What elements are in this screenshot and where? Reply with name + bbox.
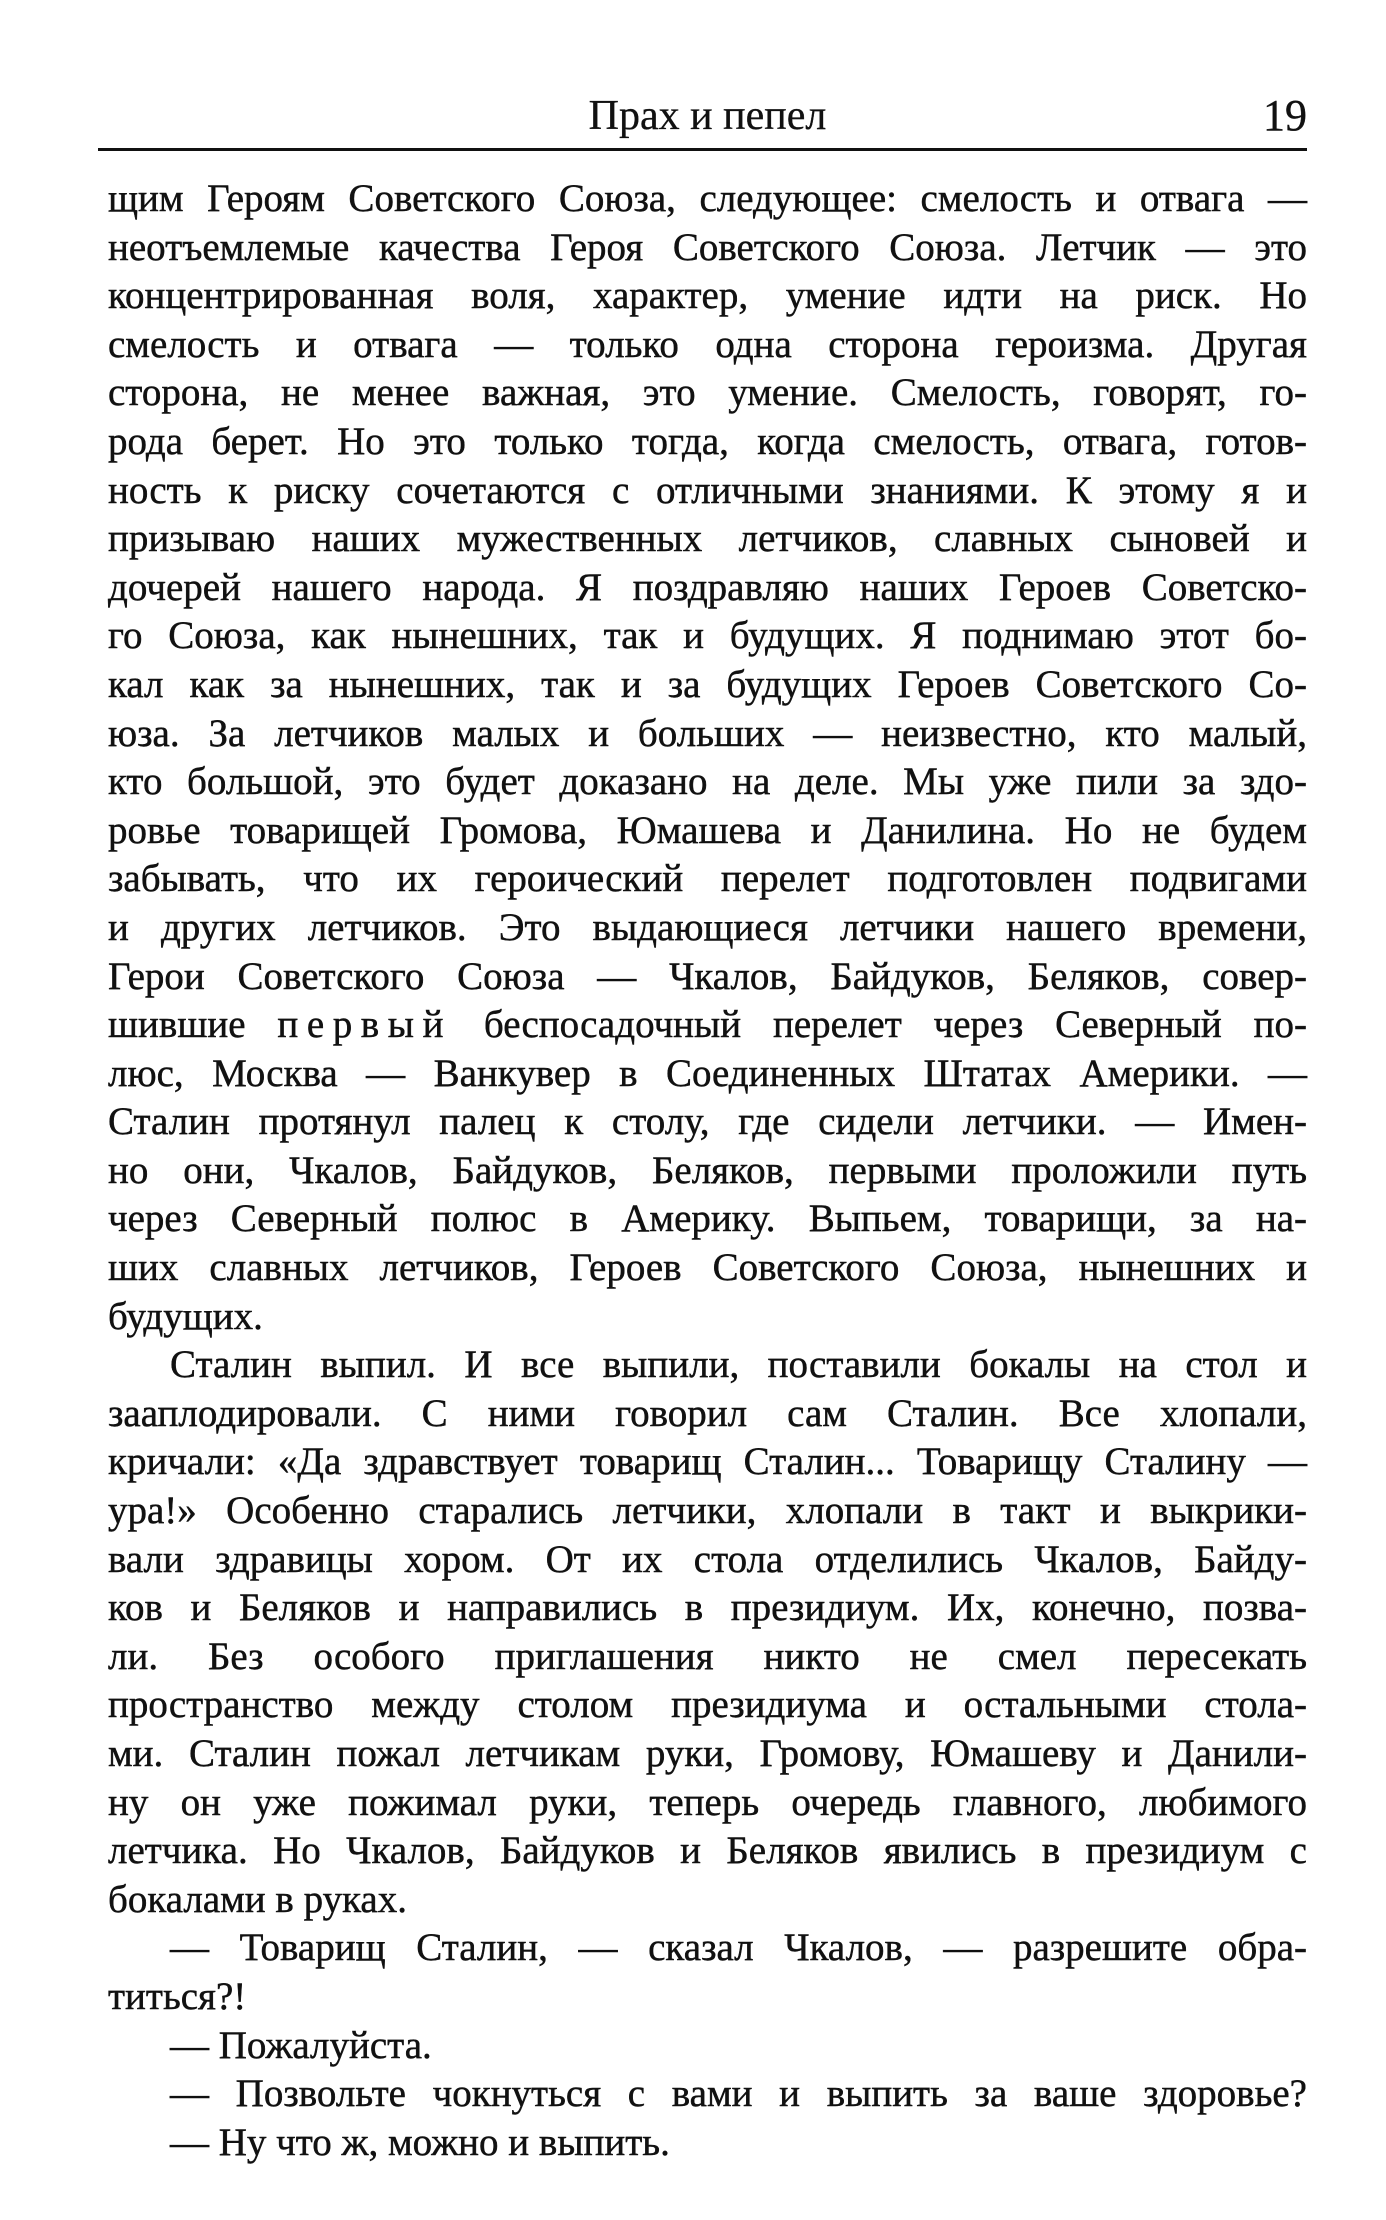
text-line: забывать, что их героический перелет подготовлен подвигами — [108, 857, 1307, 901]
text-line — [108, 1001, 1307, 1050]
dialogue-paragraph — [108, 2119, 1307, 2168]
text-line: кто большой, это будет доказано на деле. Мы уже пили за здо- — [108, 760, 1307, 804]
text-line: ровье товарищей Громова, Юмашева и Данилина. Но не будем — [108, 808, 1307, 852]
text-line: дочерей нашего народа. Я поздравляю наших Героев Советско- — [108, 565, 1307, 609]
text-line: бокалами в руках. — [108, 1877, 407, 1921]
text-line: юза. За летчиков малых и больших — неизвестно, кто малый, — [108, 711, 1307, 755]
text-line: кал как за нынешних, так и за будущих Героев Советского Со- — [108, 662, 1307, 706]
text-line: и других летчиков. Это выдающиеся летчики нашего времени, — [108, 905, 1307, 949]
dialogue-paragraph — [108, 2022, 1307, 2071]
text-line: — Ну что ж, можно и выпить. — [170, 2120, 670, 2164]
text-line: но они, Чкалов, Байдуков, Беляков, первыми проложили путь — [108, 1148, 1307, 1192]
text-line: рода берет. Но это только тогда, когда смелость, отвага, готов- — [108, 419, 1307, 463]
text-line: Сталин протянул палец к столу, где сидели летчики. — Имен- — [108, 1100, 1307, 1144]
emphasis-word: первый — [277, 1003, 453, 1047]
text-line: ность к риску сочетаются с отличными знаниями. К этому я и — [108, 468, 1307, 512]
dialogue-paragraph — [108, 2070, 1307, 2119]
text-line: пространство между столом президиума и остальными стола- — [108, 1683, 1307, 1727]
text-line: ков и Беляков и направились в президиум. Их, конечно, позва- — [108, 1586, 1307, 1630]
text-line: ну он уже пожимал руки, теперь очередь главного, любимого — [108, 1780, 1307, 1824]
text-line: ших славных летчиков, Героев Советского Союза, нынешних и — [108, 1246, 1307, 1290]
text-line: титься?! — [108, 1974, 247, 2018]
running-title: Прах и пепел — [588, 93, 827, 139]
text-line: ура!» Особенно старались летчики, хлопали в такт и выкрики- — [108, 1489, 1307, 1533]
text-line: неотъемлемые качества Героя Советского Союза. Летчик — это — [108, 225, 1307, 269]
text-line: зааплодировали. С ними говорил сам Сталин. Все хлопали, — [108, 1391, 1307, 1435]
text-line: люс, Москва — Ванкувер в Соединенных Штатах Америки. — — [108, 1051, 1307, 1095]
text-line: призываю наших мужественных летчиков, славных сыновей и — [108, 517, 1307, 561]
text-line: через Северный полюс в Америку. Выпьем, товарищи, за на- — [108, 1197, 1307, 1241]
text-segment: шившие — [108, 1003, 246, 1047]
text-line: Герои Советского Союза — Чкалов, Байдуков, Беляков, совер- — [108, 954, 1307, 998]
text-line: Сталин выпил. И все выпили, поставили бокалы на стол и — [170, 1343, 1307, 1387]
body-text — [108, 175, 1307, 2167]
page-number: 19 — [1263, 91, 1307, 140]
text-line: — Позвольте чокнуться с вами и выпить за ваше здоровье? — [170, 2072, 1307, 2116]
paragraph — [108, 175, 1307, 1341]
text-line: ли. Без особого приглашения никто не смел пересекать — [108, 1634, 1307, 1678]
text-segment: беспосадочный перелет через Северный по- — [483, 1003, 1308, 1047]
text-line: — Пожалуйста. — [170, 2023, 432, 2067]
text-line: ми. Сталин пожал летчикам руки, Громову, Юмашеву и Данили- — [108, 1732, 1307, 1775]
dialogue-paragraph — [108, 1924, 1307, 2021]
text-line: кричали: «Да здравствует товарищ Сталин... Товарищу Сталину — — [108, 1440, 1307, 1484]
text-line: будущих. — [108, 1294, 263, 1338]
paragraph — [108, 1341, 1307, 1924]
header-rule — [98, 148, 1307, 151]
text-line: сторона, не менее важная, это умение. Смелость, говорят, го- — [108, 371, 1307, 415]
text-line: вали здравицы хором. От их стола отделились Чкалов, Байду- — [108, 1537, 1307, 1581]
text-line: щим Героям Советского Союза, следующее: смелость и отвага — — [108, 177, 1307, 220]
text-line: го Союза, как нынешних, так и будущих. Я поднимаю этот бо- — [108, 614, 1307, 658]
running-header — [108, 92, 1307, 140]
text-line: — Товарищ Сталин, — сказал Чкалов, — разрешите обра- — [170, 1926, 1307, 1970]
text-line: смелость и отвага — только одна сторона героизма. Другая — [108, 322, 1307, 366]
text-line: летчика. Но Чкалов, Байдуков и Беляков явились в президиум с — [108, 1829, 1307, 1873]
text-line: концентрированная воля, характер, умение идти на риск. Но — [108, 274, 1307, 318]
